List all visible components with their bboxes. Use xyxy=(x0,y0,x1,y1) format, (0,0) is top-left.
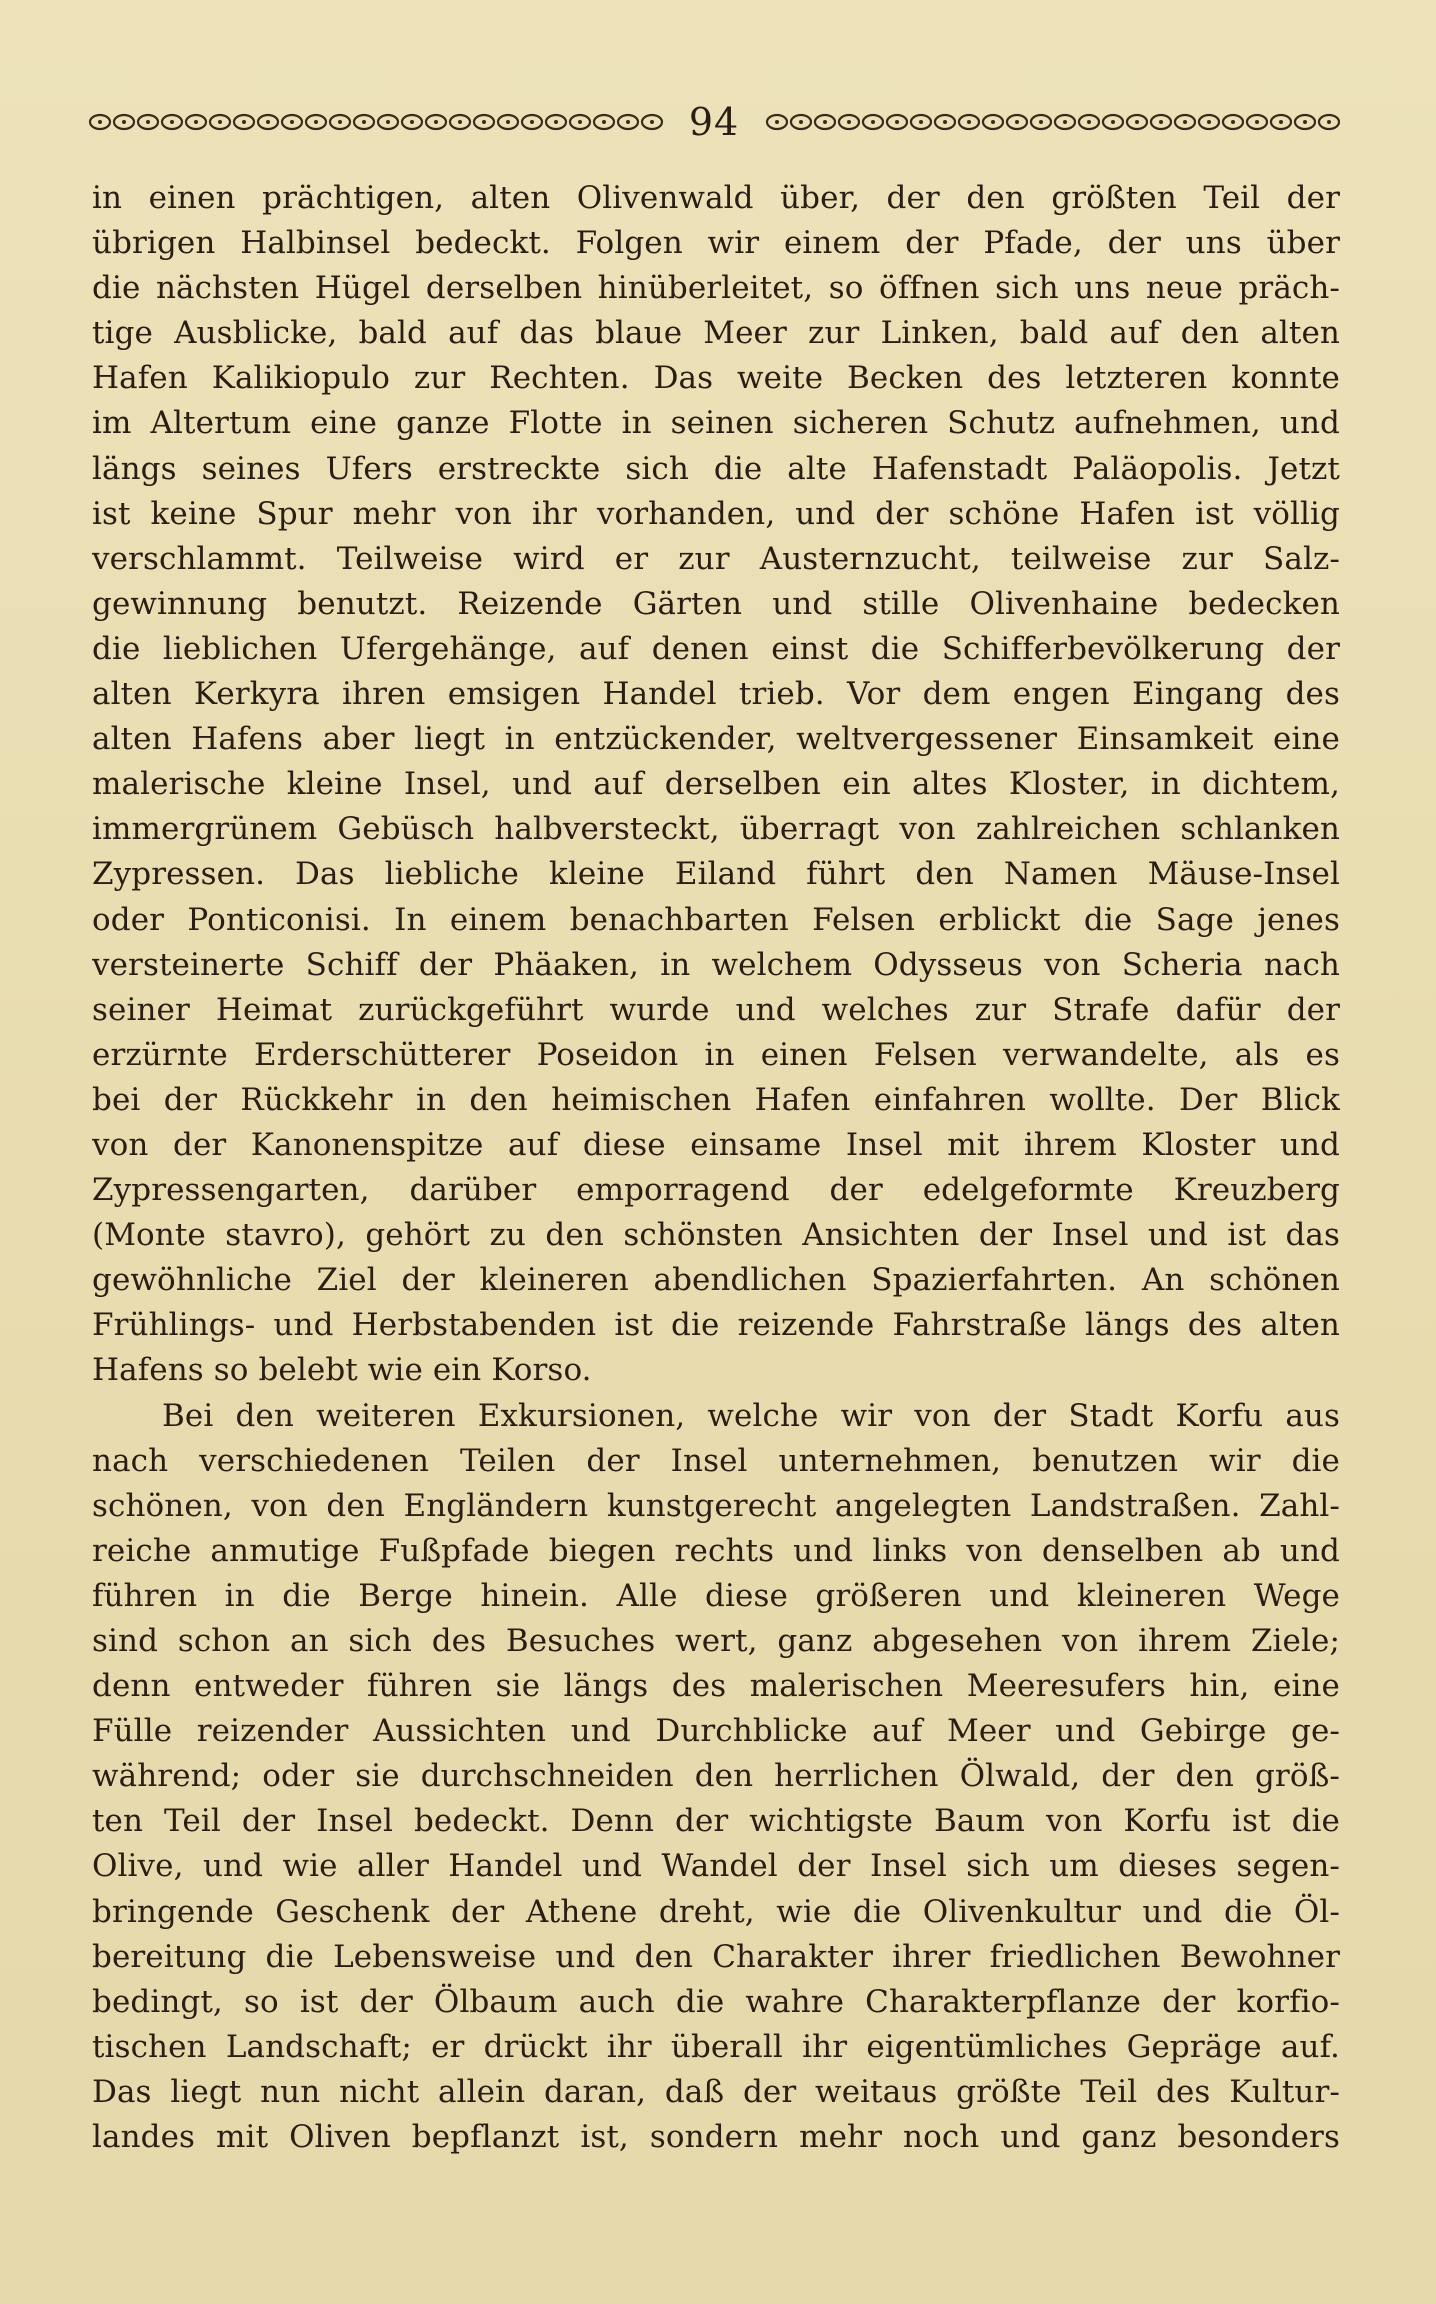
text-line: während; oder sie durchschneiden den herrlichen Ölwald, der den größ- xyxy=(92,1758,1340,1795)
text-line: landes mit Oliven bepflanzt ist, sondern mehr noch und ganz besonders xyxy=(92,2119,1340,2156)
text-line: alten Kerkyra ihren emsigen Handel trieb. Vor dem engen Eingang des xyxy=(92,676,1340,713)
text-line: sind schon an sich des Besuches wert, ganz abgesehen von ihrem Ziele; xyxy=(92,1623,1340,1659)
text-line: im Altertum eine ganze Flotte in seinen sicheren Schutz aufnehmen, und xyxy=(92,405,1340,442)
body-text xyxy=(92,176,1340,2160)
text-line: tischen Landschaft; er drückt ihr überall ihr eigentümliches Gepräge auf. xyxy=(92,2028,1340,2065)
text-line: Olive, und wie aller Handel und Wandel der Insel sich um dieses segen- xyxy=(92,1848,1340,1885)
running-head xyxy=(88,96,1340,148)
text-line: gewinnung benutzt. Reizende Gärten und stille Olivenhaine bedecken xyxy=(92,585,1340,622)
text-line: übrigen Halbinsel bedeckt. Folgen wir einem der Pfade, der uns über xyxy=(92,225,1340,262)
text-line: schönen, von den Engländern kunstgerecht angelegten Landstraßen. Zahl- xyxy=(92,1487,1340,1524)
text-line: ten Teil der Insel bedeckt. Denn der wichtigste Baum von Korfu ist die xyxy=(92,1803,1340,1840)
text-line: bei der Rückkehr in den heimischen Hafen einfahren wollte. Der Blick xyxy=(92,1081,1340,1118)
text-line: von der Kanonenspitze auf diese einsame Insel mit ihrem Kloster und xyxy=(92,1126,1340,1163)
text-line: gewöhnliche Ziel der kleineren abendlichen Spazierfahrten. An schönen xyxy=(92,1262,1340,1299)
text-line: die lieblichen Ufergehänge, auf denen einst die Schifferbevölkerung der xyxy=(92,630,1340,667)
text-line: bringende Geschenk der Athene dreht, wie die Olivenkultur und die Öl- xyxy=(92,1893,1340,1930)
text-line: versteinerte Schiff der Phäaken, in welchem Odysseus von Scheria nach xyxy=(92,946,1340,983)
text-line: Frühlings- und Herbstabenden ist die reizende Fahrstraße längs des alten xyxy=(92,1307,1340,1344)
text-line: seiner Heimat zurückgeführt wurde und welches zur Strafe dafür der xyxy=(92,991,1340,1028)
text-line: reiche anmutige Fußpfade biegen rechts und links von denselben ab und xyxy=(92,1532,1340,1569)
text-line: längs seines Ufers erstreckte sich die alte Hafenstadt Paläopolis. Jetzt xyxy=(92,450,1340,487)
text-line: die nächsten Hügel derselben hinüberleitet, so öffnen sich uns neue präch- xyxy=(92,270,1340,307)
page-number: 94 xyxy=(688,100,740,144)
text-line: Fülle reizender Aussichten und Durchblicke auf Meer und Gebirge ge- xyxy=(92,1713,1340,1750)
text-line: malerische kleine Insel, und auf derselben ein altes Kloster, in dichtem, xyxy=(92,766,1340,803)
text-line: bedingt, so ist der Ölbaum auch die wahre Charakterpflanze der korfio- xyxy=(92,1983,1340,2020)
text-line: Zypressen. Das liebliche kleine Eiland führt den Namen Mäuse-Insel xyxy=(92,856,1340,893)
text-line: in einen prächtigen, alten Olivenwald über, der den größten Teil der xyxy=(92,180,1340,216)
paragraph-end-line: Hafens so belebt wie ein Korso. xyxy=(92,1352,592,1389)
text-line: immergrünem Gebüsch halbversteckt, überragt von zahlreichen schlanken xyxy=(92,811,1340,848)
text-line: Das liegt nun nicht allein daran, daß der weitaus größte Teil des Kultur- xyxy=(92,2073,1340,2110)
text-line: oder Ponticonisi. In einem benachbarten Felsen erblickt die Sage jenes xyxy=(92,901,1340,938)
text-line: alten Hafens aber liegt in entzückender, weltvergessener Einsamkeit eine xyxy=(92,721,1340,758)
text-line: Hafen Kalikiopulo zur Rechten. Das weite Becken des letzteren konnte xyxy=(92,360,1340,397)
text-line: ist keine Spur mehr von ihr vorhanden, und der schöne Hafen ist völlig xyxy=(92,495,1340,532)
right-chain-ornament-icon xyxy=(765,107,1340,137)
text-line: erzürnte Erderschütterer Poseidon in einen Felsen verwandelte, als es xyxy=(92,1036,1340,1073)
text-line: Zypressengarten, darüber emporragend der edelgeformte Kreuzberg xyxy=(92,1172,1340,1209)
text-line: führen in die Berge hinein. Alle diese größeren und kleineren Wege xyxy=(92,1577,1340,1614)
left-chain-ornament-icon xyxy=(88,107,663,137)
text-line: (Monte stavro), gehört zu den schönsten Ansichten der Insel und ist das xyxy=(92,1217,1340,1254)
text-line: bereitung die Lebensweise und den Charakter ihrer friedlichen Bewohner xyxy=(92,1938,1340,1975)
paragraph-start-line: Bei den weiteren Exkursionen, welche wir von der Stadt Korfu aus xyxy=(162,1397,1340,1434)
text-line: verschlammt. Teilweise wird er zur Austernzucht, teilweise zur Salz- xyxy=(92,540,1340,577)
text-line: tige Ausblicke, bald auf das blaue Meer zur Linken, bald auf den alten xyxy=(92,315,1340,352)
text-line: denn entweder führen sie längs des malerischen Meeresufers hin, eine xyxy=(92,1668,1340,1705)
text-line: nach verschiedenen Teilen der Insel unternehmen, benutzen wir die xyxy=(92,1442,1340,1479)
